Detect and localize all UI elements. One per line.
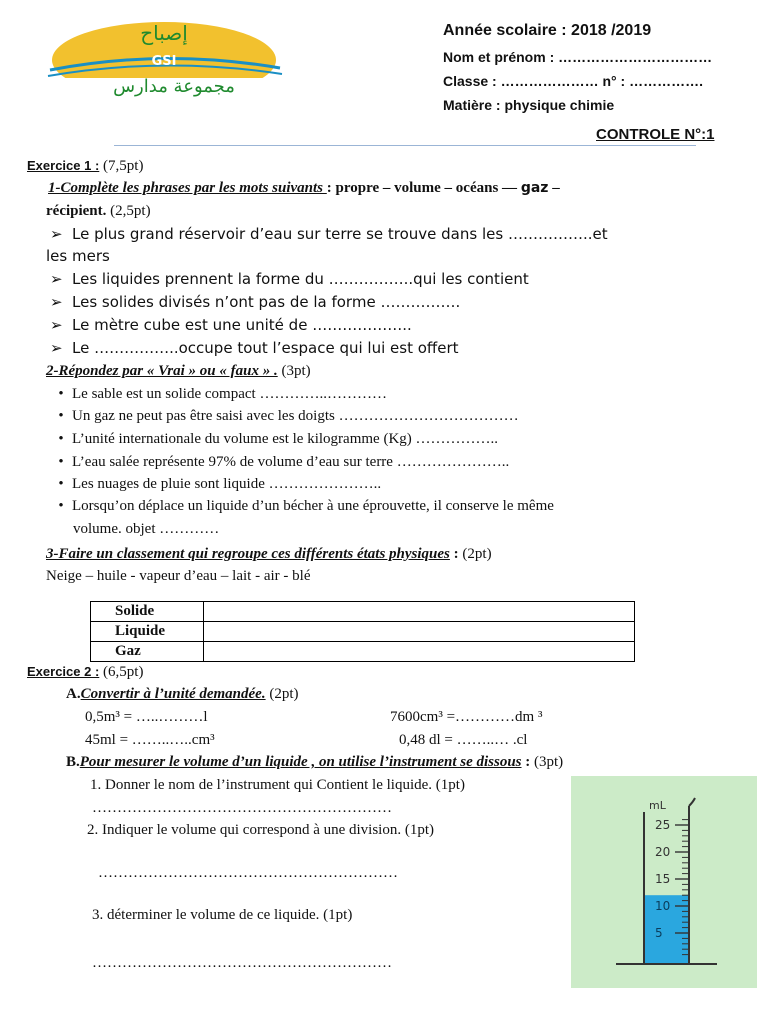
scale-label: 25 [655, 818, 671, 832]
ex2-points: (6,5pt) [99, 664, 144, 680]
q1-title: 1-Complète les phrases par les mots suivants [48, 180, 327, 196]
class-field: Classe : ………………… n° : ……………. [443, 73, 703, 89]
conversion-4: 0,48 dl = ……..… .cl [399, 732, 528, 748]
ex2-a-points: (2pt) [265, 686, 299, 702]
arrow-bullet-icon: ➢ [50, 316, 63, 334]
ex2-b-title: Pour mesurer le volume d’un liquide , on utilise l’instrument se dissous [79, 754, 522, 770]
q2-heading [46, 363, 311, 380]
q1-item-3-text: Les solides divisés n’ont pas de la forme ……………. [72, 293, 461, 311]
ex2-b-q3: 3. déterminer le volume de ce liquide. (1pt) [92, 907, 353, 923]
ex2-b-q2-answer: …………………………………………………… [98, 865, 398, 881]
subject-field: Matière : physique chimie [443, 97, 615, 113]
bullet-dot-icon: • [58, 454, 64, 470]
row-label-liquide: Liquide [91, 622, 204, 642]
logo-gsi-text: GSI [151, 54, 177, 69]
graduated-cylinder-figure [571, 776, 757, 988]
q2-title: 2-Répondez par « Vrai » ou « faux » . [46, 363, 278, 379]
control-title: CONTROLE N°:1 [596, 126, 715, 143]
q2-item-2 [50, 408, 519, 425]
conversion-3: 45ml = ……..…..cm³ [85, 732, 215, 748]
scale-label: 10 [655, 899, 671, 913]
table-row [91, 622, 635, 642]
q1-item-5-text: Le ……………..occupe tout l’espace qui lui est offert [72, 339, 459, 357]
q1-heading [48, 180, 560, 197]
logo-top-text: إصباح [140, 21, 188, 45]
row-label-gaz: Gaz [91, 642, 204, 662]
ex2-b-heading [66, 754, 563, 771]
arrow-bullet-icon: ➢ [50, 270, 63, 288]
ex2-a-title: Convertir à l’unité demandée. [80, 686, 266, 702]
q1-item-1-cont: les mers [46, 247, 110, 265]
ex1-title: Exercice 1 : [27, 158, 100, 173]
table-row [91, 642, 635, 662]
q2-item-4 [50, 454, 509, 471]
q3-heading [46, 546, 492, 563]
q2-item-6 [50, 498, 554, 515]
ex2-a-letter: A. [66, 686, 81, 702]
q1-item-5 [50, 339, 459, 357]
q2-item-2-text: Un gaz ne peut pas être saisi avec les doigts ……………………………… [72, 408, 519, 424]
q1-words-a: : propre – volume – océans — [326, 180, 521, 196]
q1-points: (2,5pt) [106, 203, 151, 219]
q2-item-6-cont: volume. objet ………… [73, 521, 220, 537]
q2-item-6-text: Lorsqu’on déplace un liquide d’un bécher à une éprouvette, il conserve le même [72, 498, 554, 514]
school-year: Année scolaire : 2018 /2019 [443, 22, 652, 39]
bullet-dot-icon: • [58, 431, 64, 447]
q1-item-4 [50, 316, 412, 334]
ex2-b-letter: B. [66, 754, 80, 770]
q1-item-1-text: Le plus grand réservoir d’eau sur terre se trouve dans les ……………..et [72, 225, 608, 243]
ex2-b-q1-answer: …………………………………………………… [92, 800, 392, 816]
unit-label: mL [649, 799, 666, 812]
q2-points: (3pt) [277, 363, 311, 379]
q2-item-3 [50, 431, 498, 448]
answer-cell[interactable] [204, 642, 635, 662]
q2-item-5 [50, 476, 381, 493]
q1-word-gaz: gaz [520, 180, 549, 196]
school-logo [44, 18, 284, 100]
arrow-bullet-icon: ➢ [50, 293, 63, 311]
q1-words-b: – [548, 180, 560, 196]
scale-label: 20 [655, 845, 671, 859]
classification-table [90, 601, 635, 662]
bullet-dot-icon: • [58, 476, 64, 492]
ex2-b-points: (3pt) [534, 754, 564, 770]
header-divider [114, 145, 696, 146]
ex2-heading [27, 664, 143, 681]
q1-item-4-text: Le mètre cube est une unité de ……………….. [72, 316, 412, 334]
scale-label: 5 [655, 926, 663, 940]
ex2-title: Exercice 2 : [27, 664, 100, 679]
q3-title: 3-Faire un classement qui regroupe ces différents états physiques [46, 546, 450, 562]
name-field: Nom et prénom : …………………………… [443, 49, 713, 65]
scale-label: 15 [655, 872, 671, 886]
q2-item-5-text: Les nuages de pluie sont liquide ………………….. [72, 476, 382, 492]
q3-word-list: Neige – huile - vapeur d’eau – lait - air - blé [46, 568, 311, 584]
arrow-bullet-icon: ➢ [50, 225, 63, 243]
graduated-cylinder-illustration [571, 776, 757, 988]
ex2-b-sep: : [521, 754, 535, 770]
answer-cell[interactable] [204, 622, 635, 642]
q3-points: (2pt) [462, 546, 492, 562]
q1-item-3 [50, 293, 460, 311]
bullet-dot-icon: • [58, 408, 64, 424]
logo-bottom-text: مجموعة مدارس [113, 76, 235, 97]
ex2-a-heading [66, 686, 299, 703]
ex1-heading [27, 158, 143, 175]
arrow-bullet-icon: ➢ [50, 339, 63, 357]
conversion-2: 7600cm³ =…………dm ³ [390, 709, 543, 725]
bullet-dot-icon: • [58, 386, 64, 402]
q1-heading-cont [46, 203, 151, 220]
conversion-1: 0,5m³ = …..………l [85, 709, 208, 725]
q2-item-3-text: L’unité internationale du volume est le kilogramme (Kg) …………….. [72, 431, 499, 447]
q3-points-sep: : [449, 546, 463, 562]
q2-item-1-text: Le sable est un solide compact …………..………… [72, 386, 387, 402]
q2-item-1 [50, 386, 387, 403]
bullet-dot-icon: • [58, 498, 64, 514]
ex2-b-q2: 2. Indiquer le volume qui correspond à une division. (1pt) [87, 822, 435, 838]
table-row [91, 602, 635, 622]
q2-item-4-text: L’eau salée représente 97% de volume d’eau sur terre ………………….. [72, 454, 510, 470]
ex2-b-q3-answer: …………………………………………………… [92, 955, 392, 971]
row-label-solide: Solide [91, 602, 204, 622]
q1-item-2-text: Les liquides prennent la forme du ……………..qui les contient [72, 270, 529, 288]
q1-item-2 [50, 270, 529, 288]
answer-cell[interactable] [204, 602, 635, 622]
q1-words-c: récipient. [46, 203, 107, 219]
ex1-points: (7,5pt) [103, 158, 144, 174]
ex2-b-q1: 1. Donner le nom de l’instrument qui Contient le liquide. (1pt) [90, 777, 465, 793]
q1-item-1 [50, 225, 608, 243]
